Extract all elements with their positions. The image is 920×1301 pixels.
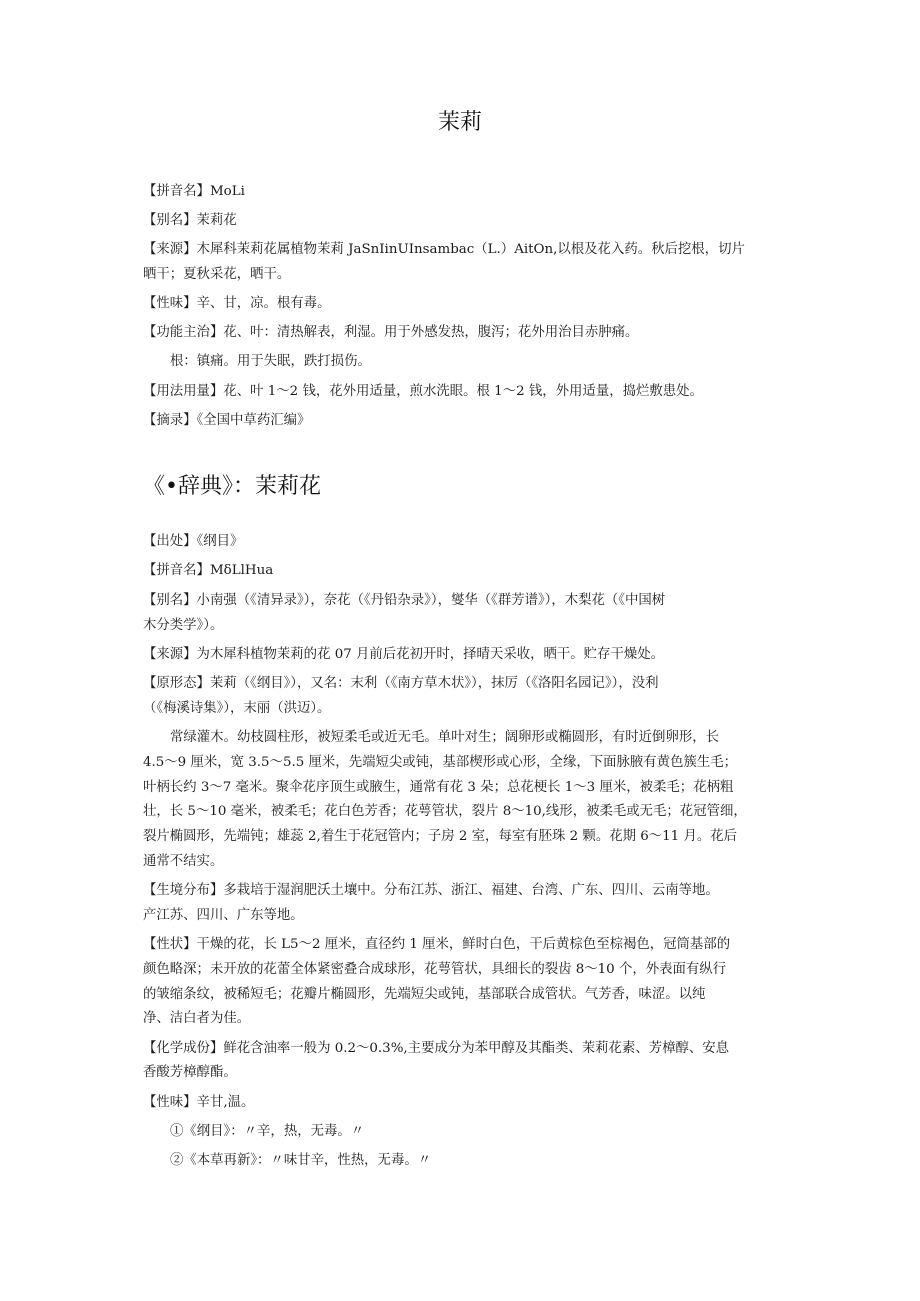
properties-line-2: 颜色略深；未开放的花蕾全体紧密叠合成球形，花萼管状，具细长的裂齿 8〜10 个，外表面有纵行 [143,962,727,977]
function-line: 【功能主治】花、叶：清热解表，利湿。用于外感发热，腹泻；花外用治目赤肿痛。 [143,325,639,340]
properties-line-1: 【性状】干燥的花，长 L5〜2 厘米，直径约 1 厘米，鲜时白色，干后黄棕色至棕褐色，冠筒基部的 [143,937,731,952]
citation-line-1: ①《纲目》：〃辛，热，无毒。〃 [170,1124,365,1139]
alias-line-2-cont: 木分类学》）。 [143,618,224,633]
usage-line: 【用法用量】花、叶 1〜2 钱，花外用适量，煎水洗眼。根 1〜2 钱，外用适量，捣烂敷患处。 [143,384,703,399]
description-line-3: 叶柄长约 3〜7 毫米。聚伞花序顶生或腋生，通常有花 3 朵；总花梗长 1〜3 厘米，被柔毛；花柄粗 [143,780,734,795]
page-title: 茉莉 [437,110,482,135]
alias-line-2: 【别名】小南强（《清异录》），奈花（《丹铅杂录》），燮华（《群芳谱》），木梨花（《中国树 [143,593,666,608]
alias-line: 【别名】茉莉花 [143,213,237,228]
description-line-1: 常绿灌木。幼枝圆柱形，被短柔毛或近无毛。单叶对生；阔卵形或椭圆形，有时近倒卵形，长 [170,730,720,745]
chemistry-line-cont: 香酸芳樟醇酯。 [143,1065,237,1080]
source-line: 【来源】木犀科茉莉花属植物茉莉 JaSnIinUInsambac（L.）AitOn,以根及花入药。秋后挖根，切片 [143,242,745,257]
morphology-line: 【原形态】茉莉（《纲目》），又名：末利（《南方草木状》），抹厉（《洛阳名园记》），没利 [143,676,659,691]
morphology-line-cont: （《梅溪诗集》），末丽（洪迈）。 [143,701,331,716]
excerpt-line: 【摘录】《全国中草药汇编》 [143,413,311,428]
pinyin-line-2: 【拼音名】MδLlHua [143,563,274,578]
chemistry-line: 【化学成份】鲜花含油率一般为 0.2〜0.3%,主要成分为苯甲醇及其酯类、茉莉花素、芳樟醇、安息 [143,1041,730,1056]
section-title: 《•辞典》：茉莉花 [143,474,321,499]
citation-line-2: ②《本草再新》：〃味甘辛，性热，无毒。〃 [170,1153,432,1168]
pinyin-line: 【拼音名】MoLi [143,184,245,199]
description-line-5: 裂片椭圆形，先端钝；雄蕊 2,着生于花冠管内；子房 2 室，每室有胚珠 2 颗。花期 6〜11 月。花后 [143,829,738,844]
origin-line: 【出处】《纲目》 [143,534,244,549]
function-root-line: 根：镇痛。用于失眠，跌打损伤。 [170,354,371,369]
habitat-line: 【生境分布】多栽培于湿润肥沃土壤中。分布江苏、浙江、福建、台湾、广东、四川、云南等地。 [143,883,719,898]
source-line-cont: 晒干；夏秋采花，晒干。 [143,267,291,282]
source-line-2: 【来源】为木犀科植物茉莉的花 07 月前后花初开时，择晴天采收，晒干。贮存干燥处。 [143,647,665,662]
properties-line-3: 的皱缩条纹，被稀短毛；花瓣片椭圆形，先端短尖或钝，基部联合成管状。气芳香，味涩。以纯 [143,987,706,1002]
taste-line: 【性味】辛、甘，凉。根有毒。 [143,296,331,311]
description-line-2: 4.5〜9 厘米，宽 3.5〜5.5 厘米，先端短尖或钝，基部楔形或心形，全缘，下面脉腋有黄色簇生毛； [143,755,738,770]
description-line-4: 壮，长 5〜10 毫米，被柔毛；花白色芳香；花萼管状，裂片 8〜10,线形，被柔毛或无毛；花冠管细， [143,804,747,819]
habitat-line-cont: 产江苏、四川、广东等地。 [143,908,304,923]
properties-line-4: 净、洁白者为佳。 [143,1011,251,1026]
description-line-6: 通常不结实。 [143,854,224,869]
taste-line-2: 【性味】辛甘,温。 [143,1095,255,1110]
